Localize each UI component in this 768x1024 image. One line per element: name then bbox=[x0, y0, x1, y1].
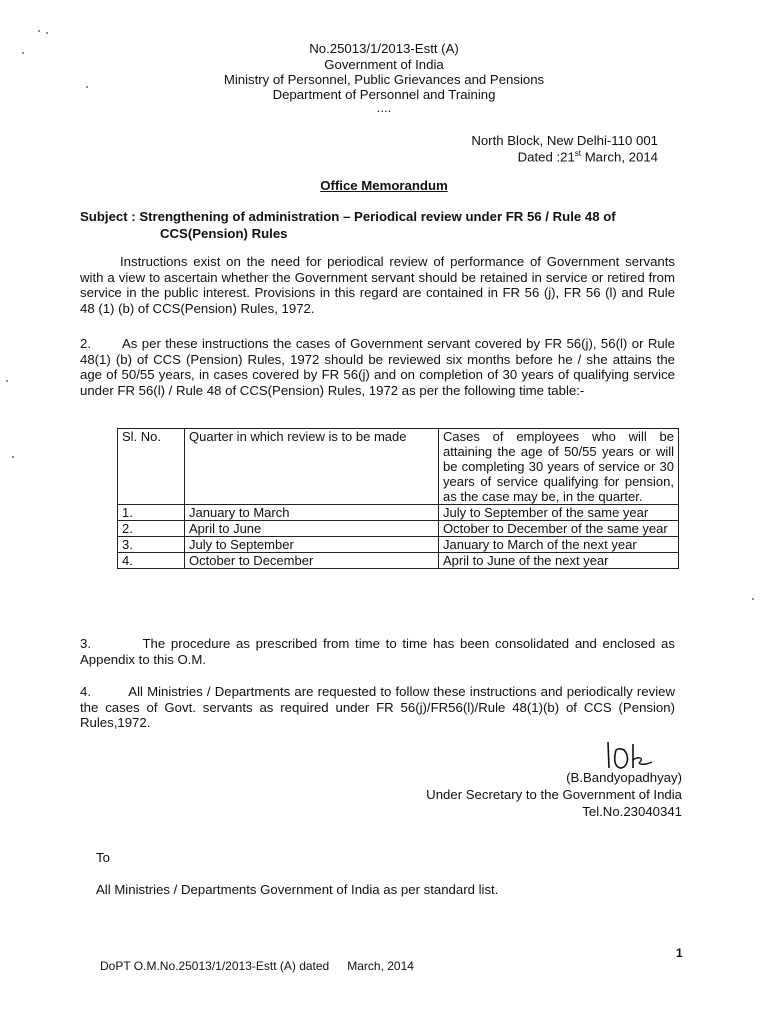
table-row bbox=[118, 505, 679, 521]
row-quarter: July to September bbox=[185, 537, 439, 553]
paragraph-4-number: 4. bbox=[80, 684, 91, 699]
address-place: North Block, New Delhi-110 001 bbox=[471, 133, 658, 148]
footer bbox=[100, 959, 414, 973]
date-suffix: March, 2014 bbox=[581, 149, 658, 165]
paragraph-1: Instructions exist on the need for periodical review of performance of Government servants with a view to ascertain whether the Government servant should be retained in service or retired from service in the public interest. Provisions in this regard are contained in FR 56 (j), FR 56 (l) and Rule 48 (1) (b) of CCS(Pension) Rules, 1972. bbox=[80, 254, 675, 316]
date-superscript: st bbox=[574, 149, 582, 158]
row-cases: January to March of the next year bbox=[439, 537, 679, 553]
date-line bbox=[518, 149, 658, 164]
paragraph-3 bbox=[80, 636, 675, 667]
memo-number: No.25013/1/2013-Estt (A) bbox=[309, 41, 459, 56]
table-row bbox=[118, 521, 679, 537]
header-separator: .... bbox=[376, 100, 392, 115]
table-header-row bbox=[118, 429, 679, 505]
row-sl: 2. bbox=[118, 521, 185, 537]
row-cases: July to September of the same year bbox=[439, 505, 679, 521]
table-row bbox=[118, 553, 679, 569]
signatory-name: (B.Bandyopadhyay) bbox=[566, 770, 682, 785]
scan-speck bbox=[12, 456, 14, 458]
subject bbox=[80, 208, 680, 242]
signatory-designation: Under Secretary to the Government of India bbox=[426, 787, 682, 802]
scan-speck bbox=[752, 598, 754, 600]
paragraph-3-number: 3. bbox=[80, 636, 91, 651]
row-cases: October to December of the same year bbox=[439, 521, 679, 537]
ministry: Ministry of Personnel, Public Grievances and Pensions bbox=[223, 72, 545, 87]
recipients: All Ministries / Departments Government of India as per standard list. bbox=[96, 882, 499, 897]
paragraph-4 bbox=[80, 684, 675, 731]
scan-speck bbox=[6, 380, 8, 382]
row-sl: 3. bbox=[118, 537, 185, 553]
paragraph-3-text: The procedure as prescribed from time to time has been consolidated and enclosed as Appendix to this O.M. bbox=[80, 636, 675, 667]
paragraph-4-text: All Ministries / Departments are requested to follow these instructions and periodically review the cases of Govt. servants as required under FR 56(j)/FR56(l)/Rule 48(1)(b) of CCS (Pension) Rules,1972. bbox=[80, 684, 675, 730]
footer-date: March, 2014 bbox=[347, 959, 414, 973]
row-quarter: October to December bbox=[185, 553, 439, 569]
page-number: 1 bbox=[676, 946, 683, 960]
government: Government of India bbox=[324, 57, 444, 72]
scan-speck bbox=[38, 30, 40, 32]
row-sl: 1. bbox=[118, 505, 185, 521]
scan-speck bbox=[46, 32, 48, 34]
paragraph-2-number: 2. bbox=[80, 336, 91, 351]
paragraph-2 bbox=[80, 336, 675, 398]
footer-reference: DoPT O.M.No.25013/1/2013-Estt (A) dated bbox=[100, 959, 330, 973]
header-cases: Cases of employees who will be attaining the age of 50/55 years or will be completing 30 years of service or 30 years of service qualifying for pension, as the case may be, in the quarter. bbox=[439, 429, 679, 505]
memo-title: Office Memorandum bbox=[320, 178, 448, 193]
row-cases: April to June of the next year bbox=[439, 553, 679, 569]
table-row bbox=[118, 537, 679, 553]
subject-line-1: Subject : Strengthening of administration – Periodical review under FR 56 / Rule 48 of bbox=[80, 209, 616, 224]
paragraph-2-text: As per these instructions the cases of Government servant covered by FR 56(j), 56(l) or Rule 48(1) (b) of CCS (Pension) Rules, 1972 should be reviewed six months before he / she attains the age of 50/55 years, in cases covered by FR 56(j) and on completion of 30 years of qualifying service under FR 56(l) / Rule 48 of CCS(Pension) Rules, 1972 as per the following time table:- bbox=[80, 336, 675, 398]
review-timetable bbox=[117, 428, 679, 569]
row-sl: 4. bbox=[118, 553, 185, 569]
to-label: To bbox=[96, 850, 110, 865]
subject-line-2: CCS(Pension) Rules bbox=[160, 226, 288, 241]
row-quarter: January to March bbox=[185, 505, 439, 521]
date-prefix: Dated :21 bbox=[517, 149, 575, 165]
header-quarter: Quarter in which review is to be made bbox=[185, 429, 439, 505]
row-quarter: April to June bbox=[185, 521, 439, 537]
department: Department of Personnel and Training bbox=[272, 87, 496, 102]
header-sl-no: Sl. No. bbox=[118, 429, 185, 505]
signatory-telephone: Tel.No.23040341 bbox=[582, 804, 682, 819]
